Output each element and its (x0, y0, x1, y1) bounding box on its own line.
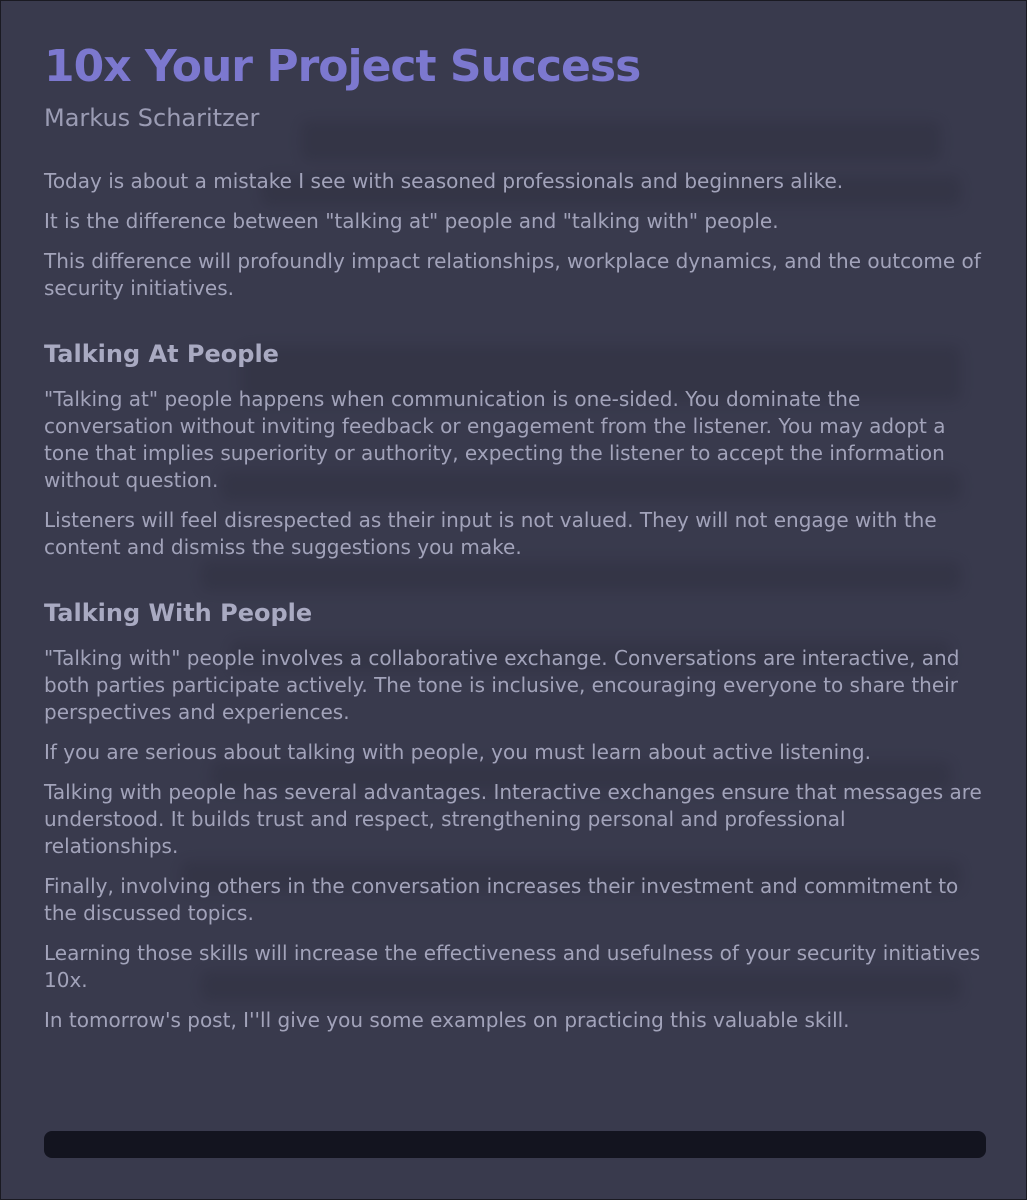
section-heading-talking-at: Talking At People (44, 339, 279, 368)
section-paragraph: Talking with people has several advantages. Interactive exchanges ensure that messages are understood. It builds trust and respect, strengthening personal and professional relationships. (44, 779, 982, 858)
section-paragraph: If you are serious about talking with people, you must learn about active listening. (44, 739, 871, 764)
intro-paragraph: This difference will profoundly impact relationships, workplace dynamics, and the outcome of security initiatives. (44, 248, 981, 300)
intro-paragraph: Today is about a mistake I see with seasoned professionals and beginners alike. (44, 168, 844, 193)
section-paragraph: "Talking at" people happens when communication is one-sided. You dominate the conversation without inviting feedback or engagement from the listener. You may adopt a tone that implies superiority or authority, expecting the listener to accept the information without question. (44, 386, 946, 492)
section-heading-talking-with: Talking With People (44, 598, 313, 627)
post-author: Markus Scharitzer (44, 103, 260, 132)
section-paragraph: In tomorrow's post, I''ll give you some examples on practicing this valuable skill. (44, 1007, 850, 1032)
bottom-bar (44, 1131, 986, 1158)
section-paragraph: Listeners will feel disrespected as their input is not valued. They will not engage with the content and dismiss the suggestions you make. (44, 507, 937, 559)
section-paragraph: "Talking with" people involves a collaborative exchange. Conversations are interactive, and both parties participate actively. The tone is inclusive, encouraging everyone to share their perspectives and experiences. (44, 645, 960, 724)
section-paragraph: Finally, involving others in the conversation increases their investment and commitment to the discussed topics. (44, 873, 959, 925)
section-paragraph: Learning those skills will increase the effectiveness and usefulness of your security initiatives 10x. (44, 940, 981, 992)
post-content (44, 41, 986, 1047)
post-title: 10x Your Project Success (44, 41, 641, 92)
intro-paragraph: It is the difference between "talking at" people and "talking with" people. (44, 208, 779, 233)
